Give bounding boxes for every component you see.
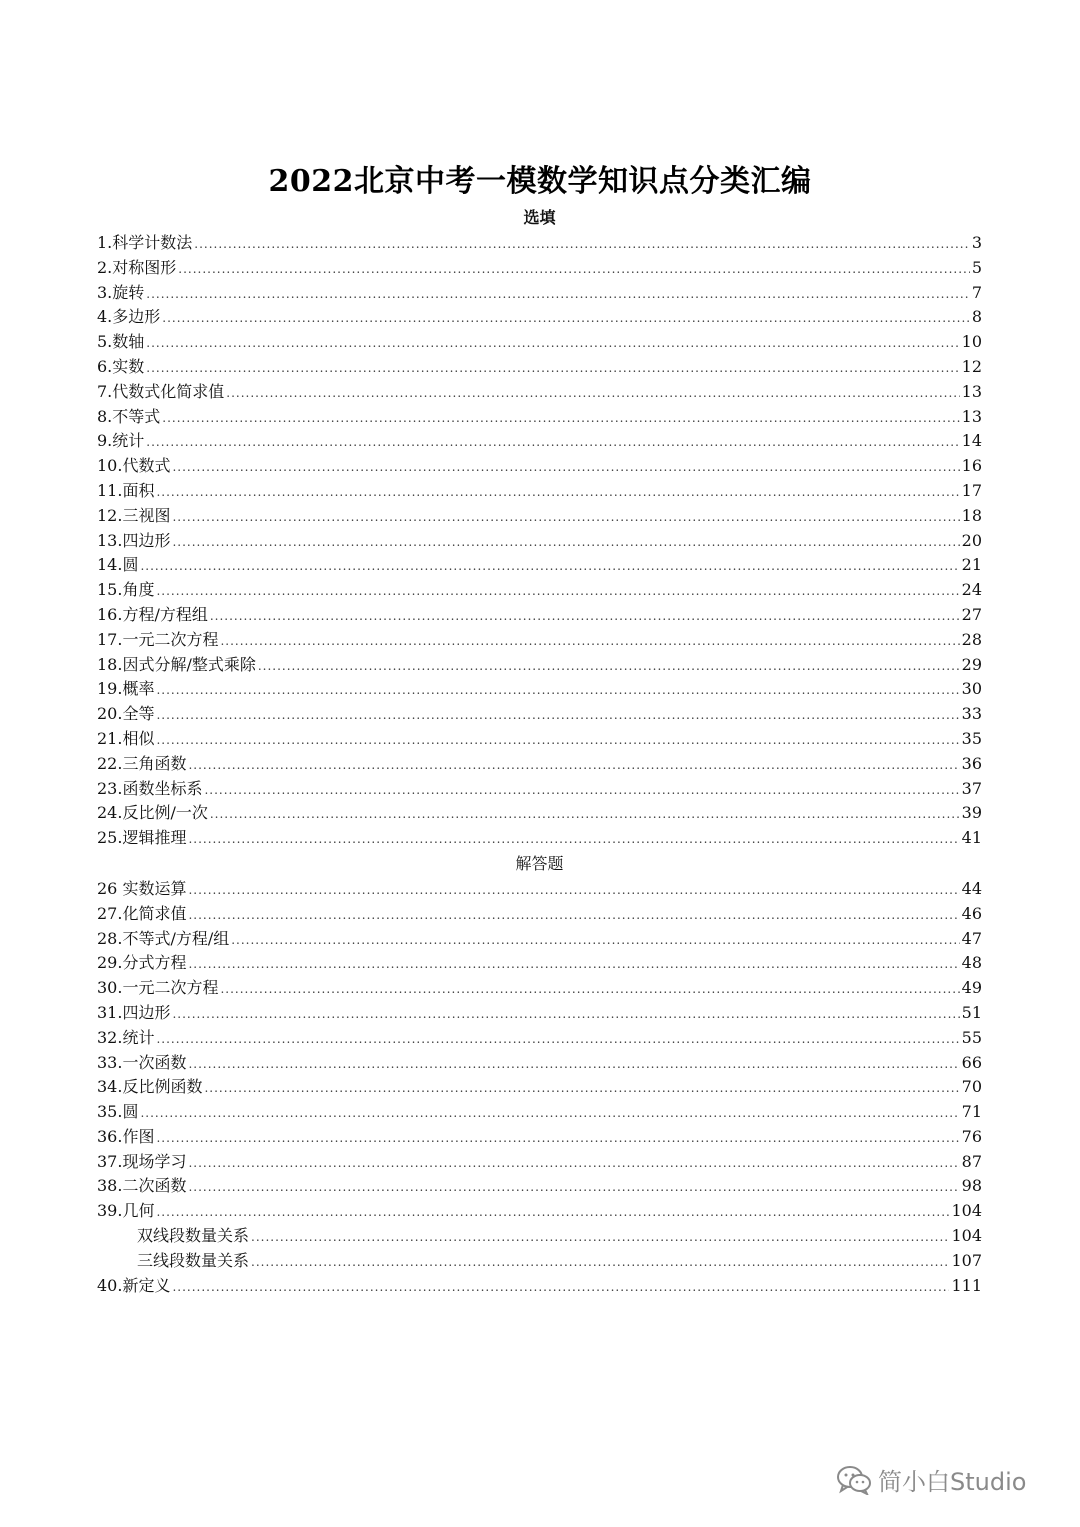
toc-entry-page-number: 51 [961,1002,982,1022]
toc-entry-page-number: 13 [961,406,982,426]
toc-entry [97,553,982,578]
toc-entry-label: 29.分式方程 [97,953,187,973]
toc-entry-page-number: 10 [961,332,982,352]
dot-leader [140,1101,959,1126]
toc-entry-page-number: 66 [961,1052,982,1072]
toc-entry [97,1075,982,1100]
toc-entry-label: 24.反比例/一次 [97,803,208,823]
dot-leader [146,430,959,455]
toc-entry [97,405,982,430]
toc-entry-label: 21.相似 [97,728,155,748]
dot-leader [178,257,970,282]
toc-entry-label: 17.一元二次方程 [97,629,219,649]
toc-entry-page-number: 104 [951,1201,982,1221]
toc-entry-page-number: 33 [961,704,982,724]
dot-leader [156,728,959,753]
toc-entry-page-number: 55 [961,1027,982,1047]
toc-entry [97,1026,982,1051]
wechat-icon [836,1465,872,1495]
dot-leader [162,406,959,431]
dot-leader [210,802,960,827]
toc-list-choice-fill [97,231,982,851]
dot-leader [172,455,959,480]
toc-entry-page-number: 20 [961,530,982,550]
toc-entry-page-number: 27 [961,604,982,624]
toc-entry-label: 23.函数坐标系 [97,778,203,798]
toc-entry [97,603,982,628]
toc-entry [97,281,982,306]
toc-entry [97,355,982,380]
document-title: 2022北京中考一模数学知识点分类汇编 [268,164,812,200]
dot-leader [204,778,959,803]
toc-entry-label: 20.全等 [97,704,155,724]
toc-entry-label: 三线段数量关系 [137,1250,250,1270]
toc-entry-label: 12.三视图 [97,505,171,525]
toc-entry-page-number: 98 [961,1176,982,1196]
toc-entry-label: 22.三角函数 [97,753,187,773]
toc-entry-label: 37.现场学习 [97,1151,187,1171]
toc-entry [97,801,982,826]
dot-leader [194,232,970,257]
toc-entry-label: 14.圆 [97,555,139,575]
toc-entry-label: 4.多边形 [97,307,161,327]
dot-leader [172,530,959,555]
toc-entry-label: 30.一元二次方程 [97,978,219,998]
dot-leader [146,282,970,307]
toc-entry-label: 38.二次函数 [97,1176,187,1196]
watermark [836,1462,1026,1497]
toc-entry-page-number: 30 [961,679,982,699]
toc-entry [97,951,982,976]
toc-entry [97,628,982,653]
dot-leader [140,554,959,579]
toc-entry-page-number: 41 [961,828,982,848]
toc-entry-label: 16.方程/方程组 [97,604,208,624]
toc-entry-label: 18.因式分解/整式乘除 [97,654,256,674]
dot-leader [204,1076,959,1101]
dot-leader [188,1175,959,1200]
toc-entry [97,231,982,256]
dot-leader [231,928,959,953]
dot-leader [156,1027,959,1052]
toc-entry-label: 32.统计 [97,1027,155,1047]
toc-entry-page-number: 28 [961,629,982,649]
toc-entry-page-number: 111 [951,1275,982,1295]
dot-leader [156,703,959,728]
toc-entry-page-number: 37 [961,778,982,798]
toc-entry [97,1224,982,1249]
toc-entry [97,702,982,727]
toc-entry-label: 9.统计 [97,431,145,451]
toc-entry [97,380,982,405]
toc-entry-page-number: 5 [971,257,982,277]
toc-entry-label: 28.不等式/方程/组 [97,928,230,948]
toc-entry-label: 31.四边形 [97,1002,171,1022]
toc-entry [97,752,982,777]
toc-entry [97,529,982,554]
toc-entry-page-number: 35 [961,728,982,748]
toc-entry [97,1249,982,1274]
toc-entry-label: 1.科学计数法 [97,233,193,252]
toc-entry [97,877,982,902]
dot-leader [258,654,960,679]
toc-entry-page-number: 49 [961,978,982,998]
dot-leader [188,1052,959,1077]
dot-leader [156,1126,959,1151]
dot-leader [226,381,959,406]
dot-leader [220,977,959,1002]
toc-entry-label: 34.反比例函数 [97,1077,203,1097]
toc-entry-page-number: 48 [961,953,982,973]
toc-entry [97,305,982,330]
toc-entry-page-number: 44 [961,878,982,898]
dot-leader [156,579,959,604]
dot-leader [210,604,960,629]
toc-entry-page-number: 107 [951,1250,982,1270]
dot-leader [188,878,959,903]
toc-entry-label: 8.不等式 [97,406,161,426]
toc-entry-page-number: 104 [951,1226,982,1246]
toc-entry-page-number: 76 [961,1126,982,1146]
dot-leader [172,1275,949,1300]
toc-entry-page-number: 18 [961,505,982,525]
toc-entry [97,1150,982,1175]
dot-leader [188,1151,959,1176]
dot-leader [146,356,959,381]
toc-entry-page-number: 3 [971,233,982,252]
dot-leader [146,331,959,356]
toc-entry-page-number: 16 [961,456,982,476]
toc-entry-page-number: 14 [961,431,982,451]
toc-entry-page-number: 71 [961,1102,982,1122]
toc-entry-page-number: 24 [961,580,982,600]
toc-entry [97,504,982,529]
watermark-text: 简小白Studio [878,1468,1027,1496]
toc-entry-label: 7.代数式化简求值 [97,381,225,401]
dot-leader [188,952,959,977]
toc-entry-label: 15.角度 [97,580,155,600]
toc-entry-page-number: 17 [961,480,982,500]
toc-entry [97,1125,982,1150]
toc-entry-label: 35.圆 [97,1102,139,1122]
toc-list-solutions [97,877,982,1299]
toc-entry [97,653,982,678]
dot-leader [251,1225,949,1250]
toc-entry-label: 27.化简求值 [97,903,187,923]
toc-entry-label: 2.对称图形 [97,257,177,277]
toc-entry [97,677,982,702]
toc-entry-label: 33.一次函数 [97,1052,187,1072]
dot-leader [156,678,959,703]
toc-entry-page-number: 39 [961,803,982,823]
toc-entry-page-number: 21 [961,555,982,575]
toc-entry-page-number: 46 [961,903,982,923]
dot-leader [172,505,959,530]
dot-leader [251,1250,949,1275]
toc-entry-page-number: 70 [961,1077,982,1097]
toc-entry [97,330,982,355]
dot-leader [188,827,959,852]
dot-leader [172,1002,959,1027]
toc-entry-label: 11.面积 [97,480,155,500]
toc-entry-label: 25.逻辑推理 [97,828,187,848]
toc-entry-page-number: 87 [961,1151,982,1171]
toc-entry-page-number: 36 [961,753,982,773]
toc-entry [97,256,982,281]
toc-entry-label: 19.概率 [97,679,155,699]
dot-leader [188,753,959,778]
toc-entry-page-number: 13 [961,381,982,401]
toc-entry-page-number: 12 [961,356,982,376]
toc-entry-page-number: 47 [961,928,982,948]
dot-leader [162,306,970,331]
toc-entry [97,927,982,952]
table-of-contents [97,205,982,1298]
toc-entry-label: 3.旋转 [97,282,145,302]
toc-entry [97,578,982,603]
dot-leader [220,629,959,654]
toc-entry [97,777,982,802]
toc-entry [97,976,982,1001]
toc-entry [97,1274,982,1299]
toc-entry [97,1100,982,1125]
toc-entry-page-number: 7 [971,282,982,302]
toc-entry-label: 5.数轴 [97,332,145,352]
toc-entry [97,1199,982,1224]
toc-entry [97,727,982,752]
toc-entry [97,1174,982,1199]
toc-entry-label: 双线段数量关系 [137,1226,250,1246]
toc-entry-page-number: 29 [961,654,982,674]
toc-entry-page-number: 8 [971,307,982,327]
toc-entry-label: 6.实数 [97,356,145,376]
toc-entry-label: 26 实数运算 [97,878,187,898]
section-heading-choice-fill: 选填 [523,208,556,227]
toc-entry-label: 36.作图 [97,1126,155,1146]
toc-entry [97,826,982,851]
toc-entry [97,1051,982,1076]
toc-entry [97,429,982,454]
toc-entry [97,479,982,504]
toc-entry-label: 39.几何 [97,1201,155,1221]
dot-leader [156,480,959,505]
toc-entry [97,454,982,479]
dot-leader [188,903,959,928]
toc-entry-label: 10.代数式 [97,456,171,476]
toc-entry [97,1001,982,1026]
toc-entry [97,902,982,927]
toc-entry-label: 13.四边形 [97,530,171,550]
section-heading-solutions: 解答题 [515,853,564,873]
dot-leader [156,1200,949,1225]
toc-entry-label: 40.新定义 [97,1275,171,1295]
